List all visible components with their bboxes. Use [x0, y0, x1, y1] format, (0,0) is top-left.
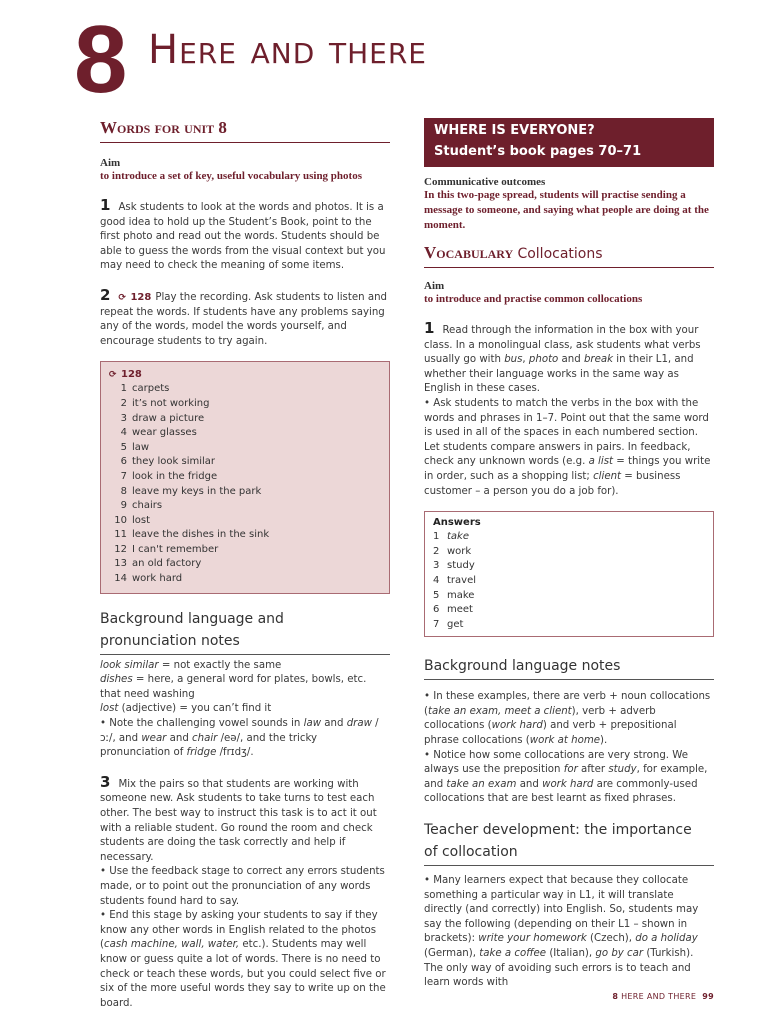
background-language-notes: [424, 690, 714, 807]
recording-item-text: leave the dishes in the sink: [132, 529, 270, 541]
recording-item-text: carpets: [132, 383, 170, 395]
left-column: [100, 118, 390, 1011]
step-3-text: Mix the pairs so that students are working with someone new. Ask students to take turns to test each other. The best way to instruct this task is to act it out with a reliable student. Go round the room and check students are doing the task correctly and help if necessary.: [100, 778, 377, 863]
recording-item-number: 13: [114, 558, 127, 570]
outcomes-text: In this two-page spread, students will practise sending a message to someone, and saying what people are doing at the moment.: [424, 189, 709, 231]
recording-item-number: 9: [120, 500, 127, 512]
bg-heading-line: pronunciation notes: [100, 630, 390, 655]
answer-item: [433, 589, 707, 604]
recording-item: [109, 543, 383, 558]
recording-item-text: work hard: [132, 573, 183, 585]
right-column: [424, 118, 714, 991]
answer-number: 5: [433, 589, 440, 601]
recording-item: [109, 412, 383, 427]
teacher-development-heading: [424, 819, 714, 866]
note-bullet: • Note the challenging vowel sounds in law and draw /ɔː/, and wear and chair /eə/, and the tricky pronunciation of fridge /frɪdʒ/.: [100, 717, 390, 761]
answer-number: 6: [433, 604, 440, 616]
answer-text: get: [447, 618, 464, 630]
note-item: [100, 702, 390, 717]
page-number: 99: [702, 992, 714, 1001]
answer-text: study: [447, 560, 475, 572]
recording-item-number: 14: [114, 573, 127, 585]
step-1-text: Ask students to look at the words and photos. It is a good idea to hold up the Student’s Book, point to the first photo and read out the words. Students should be able to guess the words from the visual context but you may need to check the meaning of some items.: [100, 202, 386, 272]
lesson-pages: Student’s book pages 70–71: [434, 144, 642, 159]
recording-item: [109, 470, 383, 485]
step-number: 3: [100, 772, 111, 791]
note-def: = not exactly the same: [158, 659, 282, 671]
unit-number: 8: [74, 6, 126, 113]
unit-title: Here and there: [148, 27, 428, 73]
recording-item-text: it’s not working: [132, 397, 210, 409]
background-language-heading: Background language notes: [424, 655, 714, 680]
answer-item: [433, 618, 707, 633]
footer-unit: 8: [612, 992, 619, 1001]
recording-track: 128: [121, 369, 142, 381]
recording-item-number: 12: [114, 543, 127, 555]
vocab-step-1: 1 Read through the information in the box with your class. In a monolingual class, ask students what verbs usually go with bus, photo and break in their L1, and whether their language works in the same way as English in these cases. • Ask students to match the verbs in the box with the words and phrases in 1–7. Point out that the same word is used in all of the spaces in each numbered section. Let students compare answers in pairs. In feedback, check any unknown words (e.g. a list = things you write in order, such as a shopping list; client = business customer – a person you do a job for).: [424, 321, 714, 499]
step-3: [100, 772, 390, 1012]
teacher-development-text: [424, 874, 714, 991]
answers-label: Answers: [433, 517, 481, 529]
aim-label: Aim: [424, 280, 445, 292]
step-2: [100, 285, 390, 349]
answer-text: take: [447, 531, 469, 543]
bg-heading-line: Background language and: [100, 610, 284, 627]
td-bullet: • Many learners expect that because they collocate something a particular way in L1, it will translate directly (and correctly) into English. So, students may say the following (depending on their L1 – shown in brackets): write your homework (Czech), do a holiday (German), take a coffee (Italian), go by car (Turkish). The only way of avoiding such errors is to teach and learn words with: [424, 874, 714, 991]
td-heading-line: of collocation: [424, 841, 714, 866]
recording-item-text: lost: [132, 514, 151, 526]
answer-text: travel: [447, 574, 477, 586]
note-item: [100, 673, 390, 702]
answer-number: 2: [433, 545, 440, 557]
step-number: 1: [100, 196, 111, 214]
vocab-step-1-bullet: • Ask students to match the verbs in the box with the words and phrases in 1–7. Point out that the same word is used in all of the spaces in each numbered section. Let students compare answers in pairs. In feedback, check any unknown words (e.g. a list = things you write in order, such as a shopping list; client = business customer – a person you do a job for).: [424, 397, 714, 499]
aim-text: to introduce a set of key, useful vocabulary using photos: [100, 170, 362, 182]
answer-number: 1: [433, 531, 440, 543]
vocabulary-title: Vocabulary: [424, 243, 514, 262]
background-notes: [100, 659, 390, 761]
note-def: = here, a general word for plates, bowls, etc. that need washing: [100, 674, 367, 700]
answer-text: meet: [447, 604, 473, 616]
recording-item: [109, 455, 383, 470]
answer-item: [433, 559, 707, 574]
audio-track-number: 128: [130, 291, 152, 303]
lesson-title: WHERE IS EVERYONE?: [434, 123, 595, 138]
recording-item-text: an old factory: [132, 558, 202, 570]
answer-item: [433, 574, 707, 589]
recording-item-number: 2: [120, 397, 127, 409]
recording-item-number: 8: [120, 485, 127, 497]
recording-item: [109, 528, 383, 543]
recording-item: [109, 397, 383, 412]
page-footer: [612, 992, 714, 1001]
note-def: (adjective) = you can’t find it: [118, 703, 272, 715]
recording-item-text: leave my keys in the park: [132, 485, 262, 497]
recording-item-number: 5: [120, 441, 127, 453]
vocabulary-subtitle: Collocations: [517, 246, 603, 262]
lesson-title-box: [424, 118, 714, 167]
recording-item: [109, 514, 383, 529]
recording-item: [109, 499, 383, 514]
recording-list: [109, 382, 383, 586]
recording-item-text: chairs: [132, 500, 163, 512]
outcomes-label: Communicative outcomes: [424, 176, 546, 188]
step-2-text: Play the recording. Ask students to listen and repeat the words. If students have any problems saying any of the words, model the words yourself, and encourage students to try again.: [100, 291, 387, 347]
note-term: lost: [100, 703, 119, 715]
recording-header: [109, 367, 383, 382]
answer-number: 3: [433, 560, 440, 572]
words-section-heading: Words for unit 8: [100, 118, 390, 143]
answer-item: [433, 603, 707, 618]
footer-title: HERE AND THERE: [621, 992, 697, 1001]
recording-transcript-box: [100, 361, 390, 593]
audio-track: [118, 291, 151, 306]
recording-item: [109, 485, 383, 500]
recording-item-text: they look similar: [132, 456, 216, 468]
recording-item-number: 1: [120, 383, 127, 395]
bg-bullet: • Notice how some collocations are very strong. We always use the preposition for after study, for example, and take an exam and work hard are commonly-used collocations that are best learnt as fixed phrases.: [424, 749, 714, 807]
aim-label: Aim: [100, 157, 121, 169]
answer-number: 4: [433, 574, 440, 586]
bg-bullet: • In these examples, there are verb + noun collocations (take an exam, meet a client), verb + adverb collocations (work hard) and verb + prepositional phrase collocations (work at home).: [424, 690, 714, 748]
vocabulary-heading: [424, 243, 714, 268]
step-number: 2: [100, 285, 111, 304]
note-term: look similar: [100, 659, 159, 671]
recording-item: [109, 557, 383, 572]
recording-item-number: 6: [120, 456, 127, 468]
aim-text: to introduce and practise common collocations: [424, 293, 643, 305]
answer-text: make: [447, 589, 475, 601]
audio-disc-icon: ⟳: [109, 370, 117, 381]
background-notes-heading: [100, 608, 390, 655]
answer-item: [433, 530, 707, 545]
answers-box: [424, 511, 714, 637]
answer-item: [433, 545, 707, 560]
recording-item: [109, 426, 383, 441]
recording-item-number: 4: [120, 427, 127, 439]
recording-item-text: law: [132, 441, 150, 453]
answer-text: work: [447, 545, 472, 557]
recording-item-text: I can't remember: [132, 543, 219, 555]
recording-item-text: wear glasses: [132, 427, 197, 439]
step-3-bullet: • Use the feedback stage to correct any errors students made, or to point out the pronunciation of any words students found hard to say.: [100, 865, 390, 909]
step-1: [100, 198, 390, 274]
recording-item-number: 10: [114, 514, 127, 526]
recording-item-number: 3: [120, 412, 127, 424]
answers-list: [433, 530, 707, 632]
note-term: dishes: [100, 674, 133, 686]
recording-item: [109, 382, 383, 397]
td-heading-line: Teacher development: the importance: [424, 822, 692, 839]
step-number: 1: [424, 319, 435, 337]
audio-disc-icon: ⟳: [118, 292, 126, 303]
recording-item: [109, 441, 383, 456]
note-item: [100, 659, 390, 674]
recording-item-text: look in the fridge: [132, 470, 218, 482]
step-3-bullet: • End this stage by asking your students to say if they know any other words in English related to the photos (cash machine, wall, water, etc.). Students may well know or guess quite a lot of words. There is no need to check or teach these words, but you could select five or six of the more useful words they say to write up on the board.: [100, 909, 390, 1011]
recording-item-text: draw a picture: [132, 412, 205, 424]
answer-number: 7: [433, 618, 440, 630]
recording-item: [109, 572, 383, 587]
recording-item-number: 11: [114, 529, 127, 541]
recording-item-number: 7: [120, 470, 127, 482]
